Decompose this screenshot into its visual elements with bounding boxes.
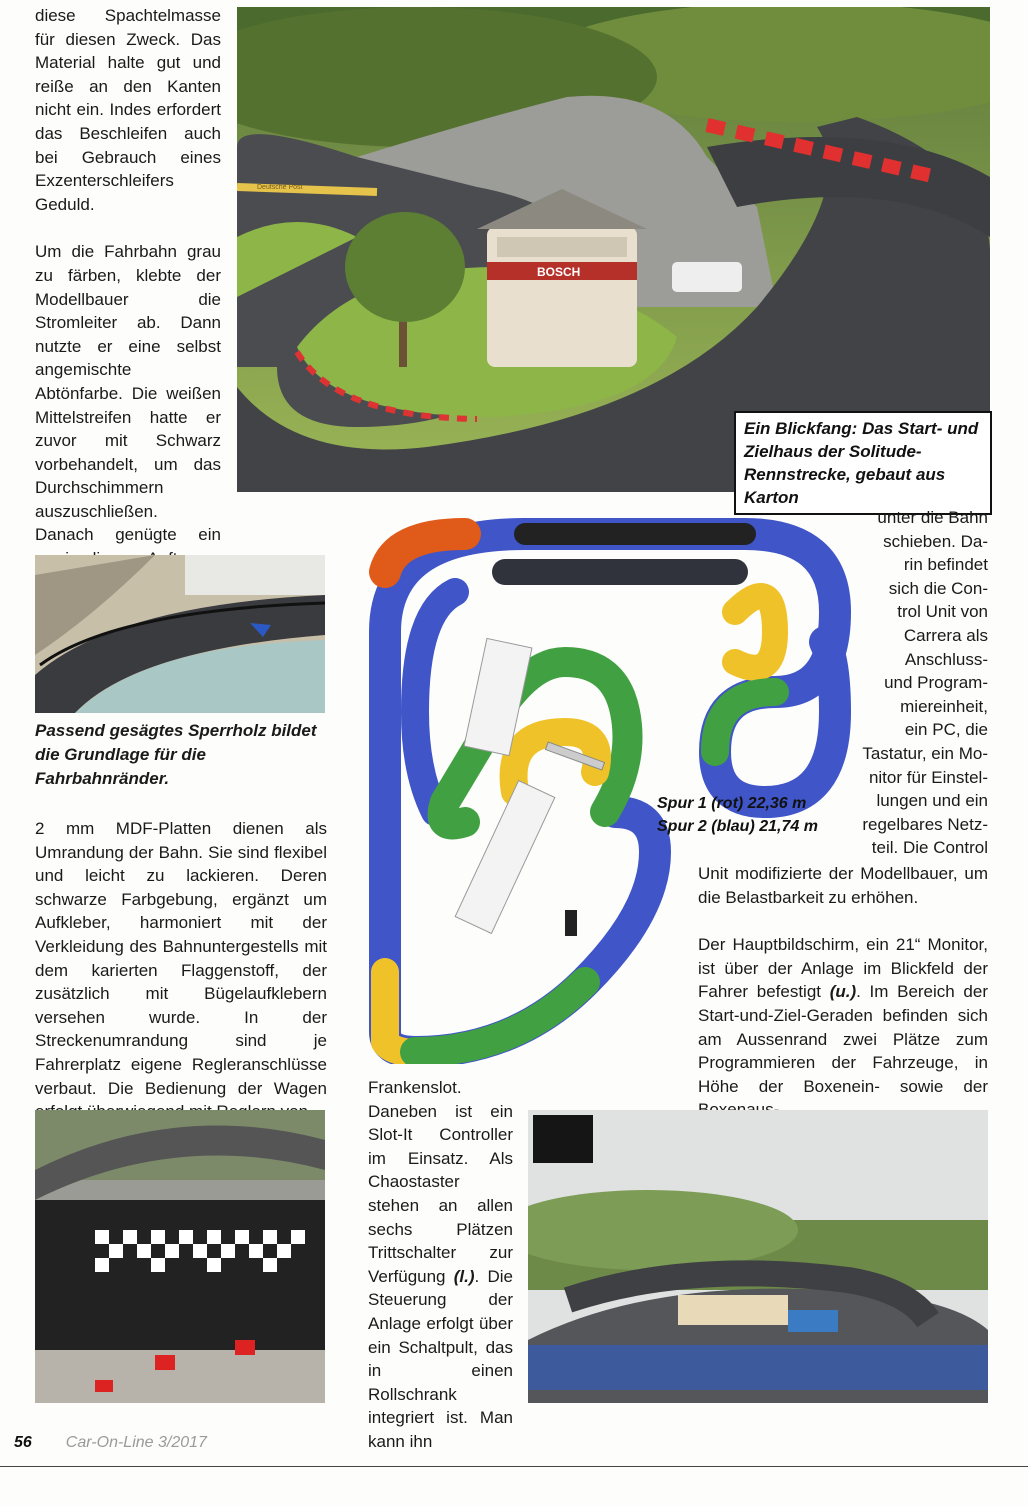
plywood-photo-caption: Passend gesägtes Sperrholz bildet die Grundlage für die Fahrbahnränder. — [35, 721, 317, 788]
text-line: schieben. Da- — [883, 531, 988, 551]
paragraph: 2 mm MDF-Platten dienen als Umrandung der Bahn. Sie sind flexibel und leicht zu lackieren. Deren schwarze Farbgebung, ergänzt um Aufkleber, harmoniert mit der Verkleidung des Bahnuntergestells mit dem karierten Flaggenstoff, der zusätzlich mit Bügelaufklebern versehen wurde. In der Streckenumrandung sind je Fahrerplatz eigene Regleranschlüsse verbaut. Die Bedienung der Wagen — [35, 819, 327, 1098]
paragraph: Unit modifizierte der Modellbauer, um die Belastbarkeit zu erhöhen. — [698, 864, 988, 907]
col1-top-text — [35, 4, 221, 618]
text-line: regelbares Netz- — [862, 814, 988, 834]
text-line: Carrera als — [903, 625, 988, 645]
paragraph: Um die Fahrbahn grau zu färben, klebte der Modellbauer die Stromleiter ab. Dann nutzte er eine selbst angemischte Abtönfarbe. Die weißen Mittelstreifen hatte er zuvor mit Schwarz vorbehandelt, um das Durchschimmern auszuschließen. Danach genügte ein — [35, 242, 221, 545]
text-run: . Im Bereich der Start-und-Ziel-Geraden befinden sich am Aussenrand zwei Plätze zum Programmieren der Fahrzeuge, in Höhe der Boxenein- sowie der — [698, 982, 988, 1096]
col3-top-text — [840, 506, 988, 860]
col2-text — [368, 1076, 513, 1454]
text-line: ein PC, die — [904, 720, 988, 740]
top-photo-caption: Ein Blickfang: Das Start- und Zielhaus der Solitude-Rennstrecke, gebaut aus Karton — [734, 411, 992, 515]
text-line: teil. Die Control — [871, 838, 988, 858]
banner-text: Deutsche Post — [257, 184, 303, 191]
text-line: unter die Bahn — [877, 508, 988, 527]
col1-bottom-text — [35, 817, 327, 1124]
photo-reference: (u.) — [829, 982, 857, 1002]
lane2-length: Spur 2 (blau) 21,74 m — [657, 818, 818, 835]
text-run: Der Hauptbildschirm, ein 21“ Monitor, ist über der Anlage im Blickfeld der Fahrer befestigt — [698, 935, 988, 1002]
track-plan-legend — [657, 792, 818, 838]
paragraph: diese Spachtelmasse für diesen Zweck. Das Material halte gut und reiße an den Kanten nicht ein. Indes erfordert das Beschleifen auch bei Gebrauch eines Exzenterschleifers Geduld. — [35, 6, 221, 214]
tower-sign: BOSCH — [537, 265, 581, 279]
text-line: trol Unit von — [897, 602, 988, 622]
page-footer — [14, 1434, 207, 1452]
text-line: und Program- — [884, 673, 988, 693]
page-number: 56 — [14, 1434, 32, 1451]
text-line: sich die Con- — [888, 578, 988, 598]
paragraph — [698, 933, 988, 1122]
footer-rule — [0, 1466, 1028, 1467]
photo-reference: (l.) — [453, 1266, 475, 1286]
text-run: . Die Steuerung der Anlage erfolgt über ein Schaltpult, das in einen Rollschrank integriert ist. Man kann ihn — [368, 1266, 513, 1451]
paragraph — [368, 1076, 513, 1454]
text-line: Tastatur, ein Mo- — [862, 743, 988, 763]
text-line: Anschluss- — [904, 649, 988, 669]
text-line: miereinheit, — [900, 696, 988, 716]
text-line: nitor für Einstel- — [868, 767, 988, 787]
col23-text — [698, 862, 988, 1122]
text-run: Frankenslot. Daneben ist ein Slot-It Controller im Einsatz. Als Chaostaster stehen an allen sechs Plätzen Trittschalter zur Verfügung — [368, 1078, 513, 1286]
track-overview-photo — [528, 1110, 988, 1403]
text-line: rin befindet — [903, 555, 988, 575]
publication-name: Car-On-Line 3/2017 — [65, 1434, 207, 1451]
plywood-photo — [35, 555, 325, 713]
text-line: lungen und ein — [876, 791, 988, 811]
lane1-length: Spur 1 (rot) 22,36 m — [657, 795, 807, 812]
driver-station-photo — [35, 1110, 325, 1403]
